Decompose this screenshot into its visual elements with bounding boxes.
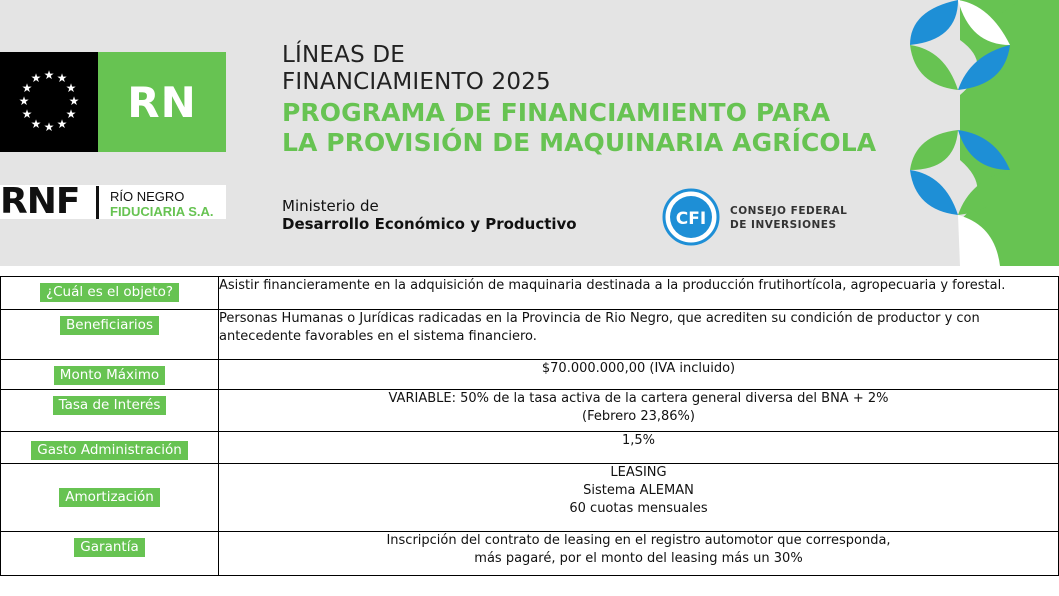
rnf-name-line1: RÍO NEGRO [110, 189, 185, 204]
svg-text:★: ★ [65, 81, 77, 95]
svg-text:★: ★ [30, 117, 42, 131]
svg-text:★: ★ [68, 94, 80, 108]
ministry-line2: Desarrollo Económico y Productivo [282, 215, 577, 233]
row-label: Tasa de Interés [53, 396, 167, 415]
svg-text:★: ★ [21, 81, 33, 95]
rn-logo [98, 52, 226, 152]
row-label: Beneficiarios [60, 316, 159, 335]
rnf-logo-mark: RNF [0, 181, 80, 222]
financing-details-table [0, 276, 1059, 576]
row-label: Gasto Administración [31, 441, 188, 460]
rn-logo-text: RN [127, 77, 197, 127]
cfi-name-line1: CONSEJO FEDERAL [730, 205, 848, 217]
row-value: Asistir financieramente en la adquisición de maquinaria destinada a la producción frutihortícola, agropecuaria y forestal. [219, 277, 1059, 310]
svg-text:★: ★ [18, 94, 30, 108]
table-row [1, 310, 1059, 360]
svg-text:★: ★ [56, 71, 68, 85]
row-value: 1,5% [219, 432, 1059, 464]
cfi-name-line2: DE INVERSIONES [730, 219, 837, 231]
row-value: VARIABLE: 50% de la tasa activa de la cartera general diversa del BNA + 2% (Febrero 23,86%) [219, 390, 1059, 432]
row-value: Personas Humanas o Jurídicas radicadas en la Provincia de Rio Negro, que acrediten su condición de productor y con antecedente favorables en el sistema financiero. [219, 310, 1059, 360]
page-title [282, 42, 551, 96]
cfi-logo-text: CFI [675, 209, 707, 229]
table-row [1, 532, 1059, 576]
row-label: Monto Máximo [54, 366, 165, 385]
leaf-pattern-decoration [900, 0, 1059, 266]
row-value: $70.000.000,00 (IVA incluido) [219, 360, 1059, 390]
header-banner [0, 0, 1059, 266]
svg-text:★: ★ [21, 107, 33, 121]
row-value: LEASING Sistema ALEMAN 60 cuotas mensuales [219, 464, 1059, 532]
title-line2: FINANCIAMIENTO 2025 [282, 69, 551, 95]
svg-text:★: ★ [56, 117, 68, 131]
program-title [282, 98, 876, 158]
row-label: Garantía [74, 538, 144, 557]
row-label: ¿Cuál es el objeto? [40, 283, 179, 302]
stars-emblem-icon [0, 52, 98, 152]
svg-text:★: ★ [65, 107, 77, 121]
ministry-line1: Ministerio de [282, 197, 379, 215]
row-label: Amortización [59, 488, 160, 507]
svg-text:★: ★ [43, 68, 55, 82]
cfi-logo-icon [662, 188, 720, 246]
ministry-name [282, 197, 577, 233]
program-line2: LA PROVISIÓN DE MAQUINARIA AGRÍCOLA [282, 128, 877, 157]
table-row [1, 360, 1059, 390]
table-row [1, 464, 1059, 532]
table-row [1, 277, 1059, 310]
title-line1: LÍNEAS DE [282, 42, 406, 68]
svg-text:★: ★ [30, 71, 42, 85]
rnf-name-line2: FIDUCIARIA S.A. [110, 204, 214, 219]
row-value: Inscripción del contrato de leasing en el registro automotor que corresponda, más pagaré, por el monto del leasing más un 30% [219, 532, 1059, 576]
rnf-divider [96, 186, 99, 219]
table-row [1, 390, 1059, 432]
program-line1: PROGRAMA DE FINANCIAMIENTO PARA [282, 98, 831, 127]
table-row [1, 432, 1059, 464]
svg-text:★: ★ [43, 120, 55, 134]
